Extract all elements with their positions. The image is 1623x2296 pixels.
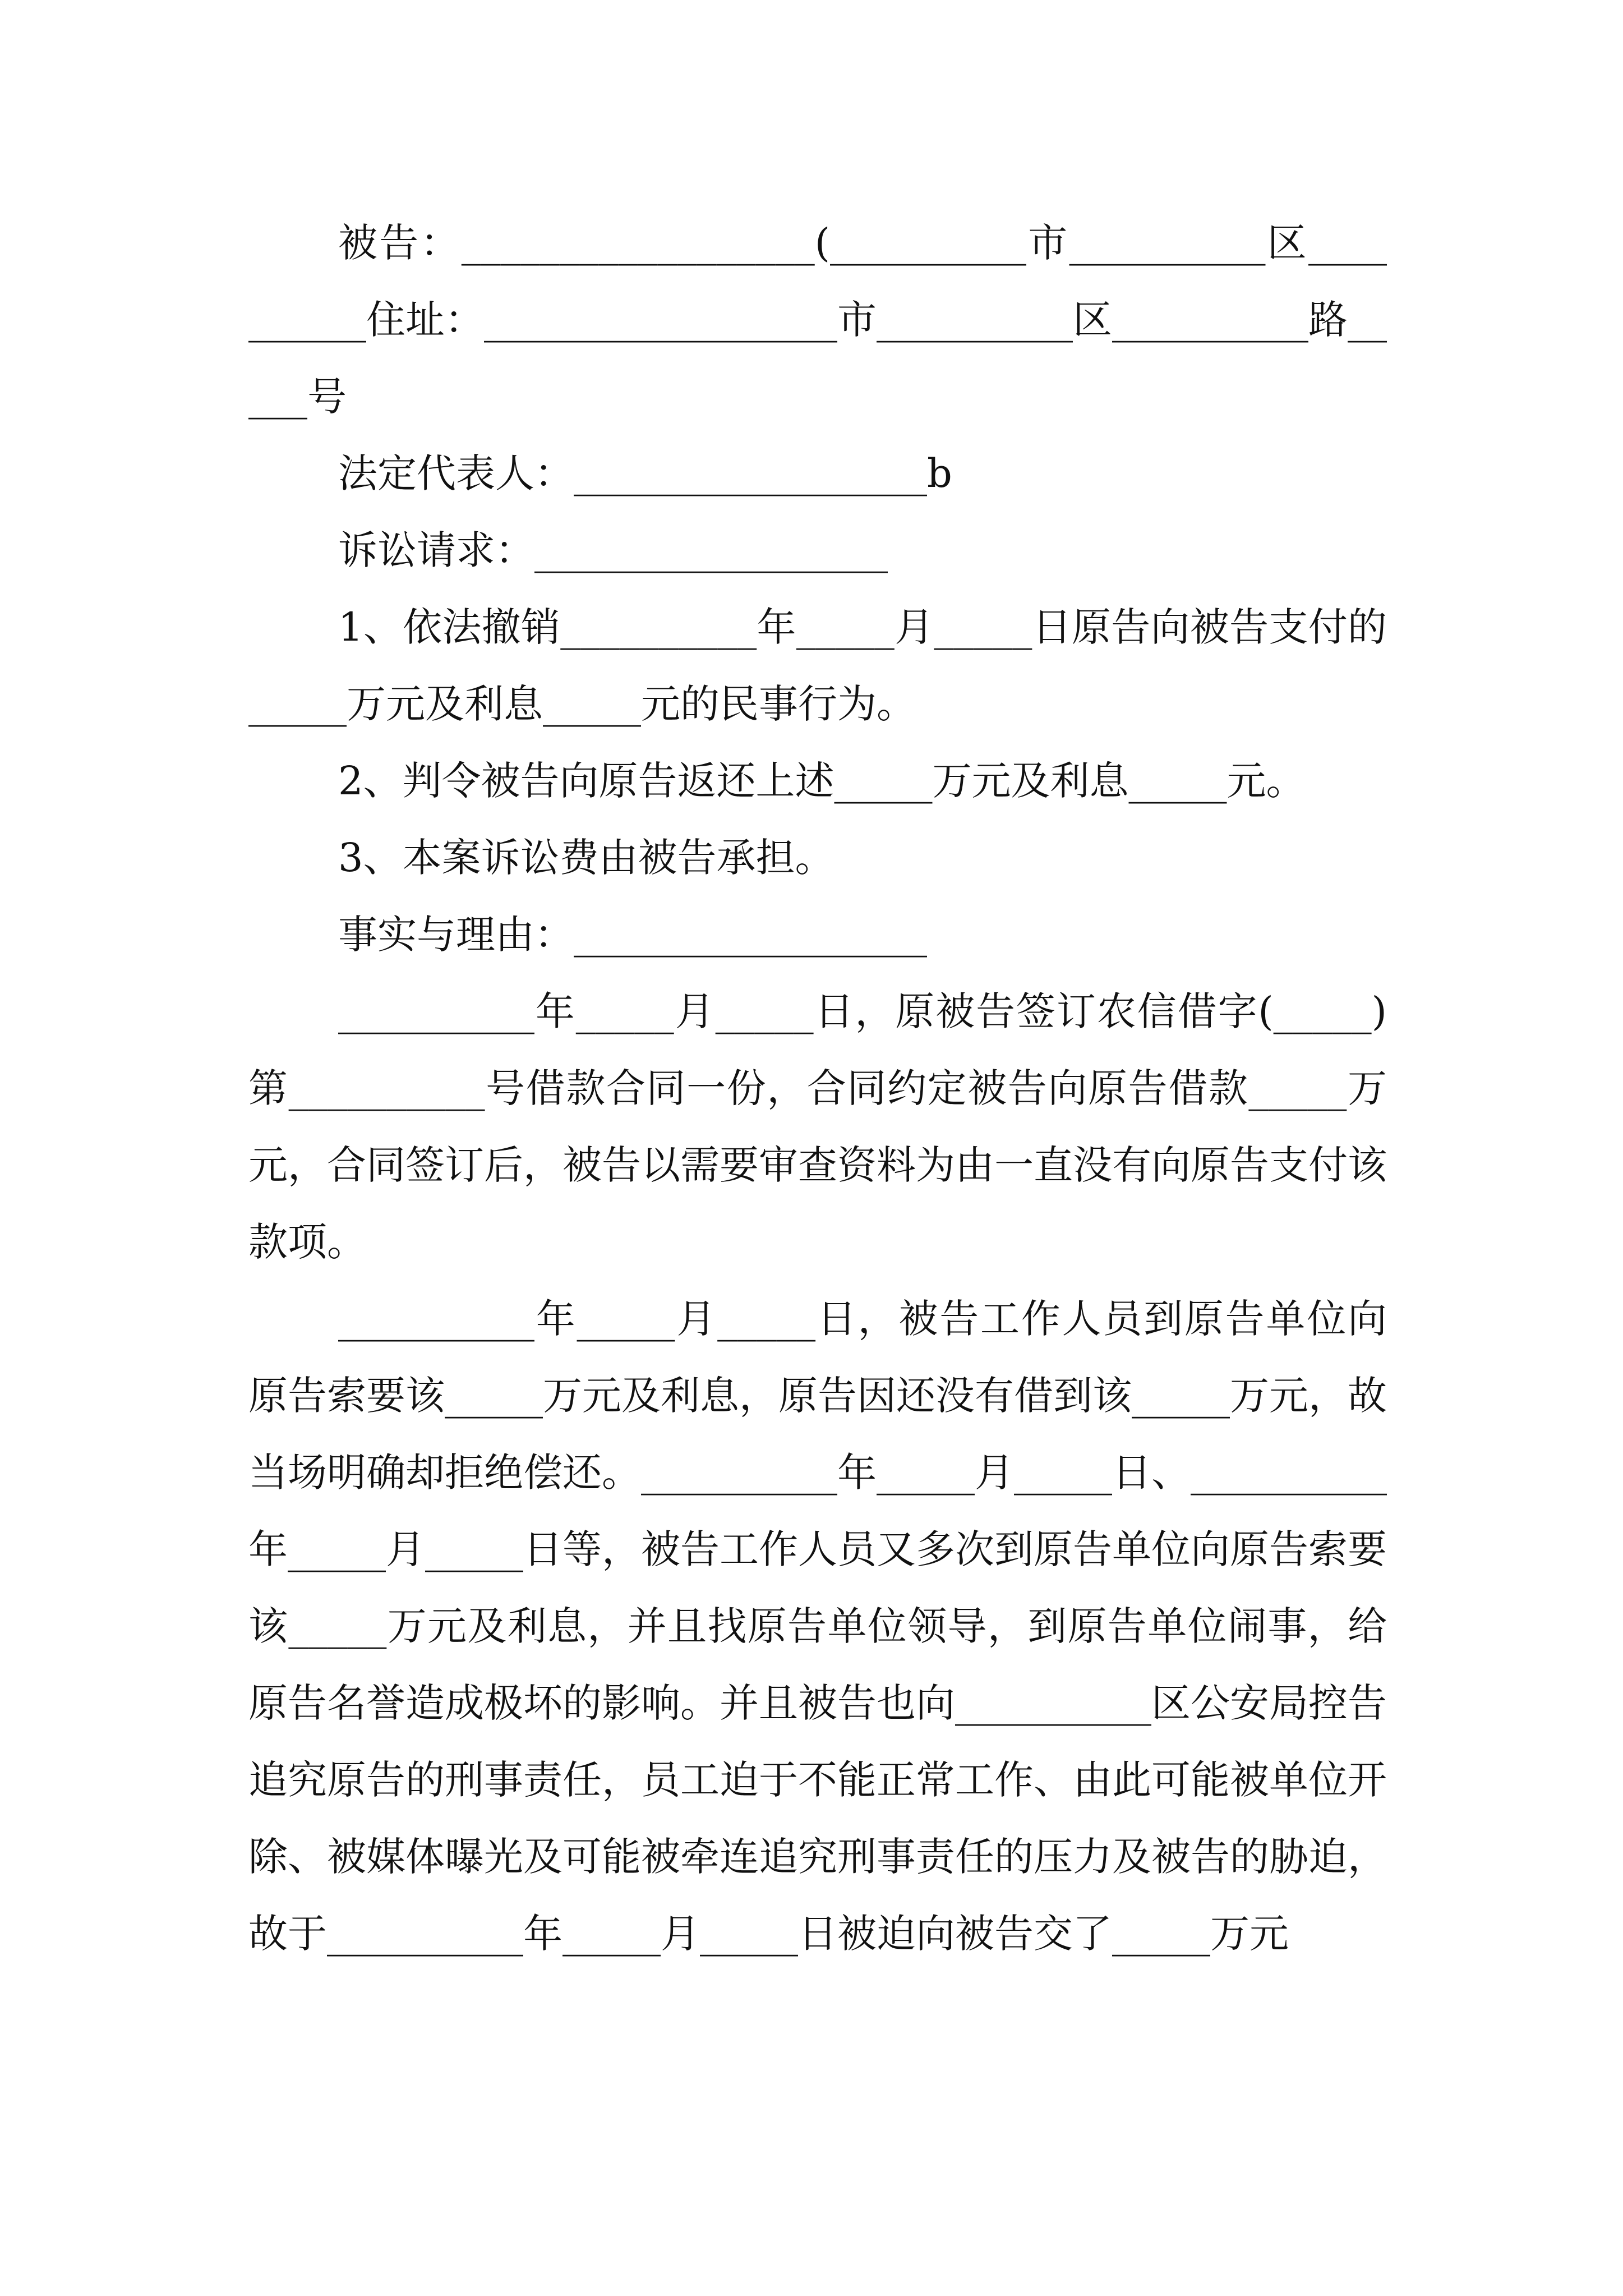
- claims-heading: 诉讼请求：__________________: [338, 527, 888, 573]
- facts-paragraph-2: __________年_____月_____日，被告工作人员到原告单位向原告索要该_____万元及利息，原告因还没有借到该_____万元，故当场明确却拒绝偿还。__________年_____月_____日、__________年_____月_____日等，被告工作人员又多次到原告单位向原告索要该_____万元及利息，并且找原告单位领导，到原告单位闹事，给原告名誉造成极坏的影响。并且被告也向__________区公安局控告追究原告的刑事责任，员工迫于不能正常工作、由此可能被单位开除、被媒体曝光及可能被牵连追究刑事责任的压力及被告的胁迫，故于__________年_____月_____日被迫向被告交了_____万元: [248, 1296, 1387, 1957]
- claim-item-1: 1、依法撤销__________年_____月_____日原告向被告支付的_____万元及利息_____元的民事行为。: [248, 604, 1387, 727]
- document-page: [248, 205, 1387, 1972]
- defendant-paragraph: 被告：__________________(__________市__________区__________住址：__________________市__________区__________路_____号: [248, 220, 1387, 420]
- legal-representative-line: 法定代表人：__________________b: [338, 450, 952, 496]
- facts-paragraph-1: __________年_____月_____日，原被告签订农信借字(_____)第__________号借款合同一份，合同约定被告向原告借款_____万元，合同签订后，被告以需要审查资料为由一直没有向原告支付该款项。: [248, 988, 1387, 1265]
- claim-item-3: 3、本案诉讼费由被告承担。: [338, 835, 834, 881]
- facts-heading: 事实与理由：__________________: [338, 912, 927, 958]
- claim-item-2: 2、判令被告向原告返还上述_____万元及利息_____元。: [338, 758, 1306, 804]
